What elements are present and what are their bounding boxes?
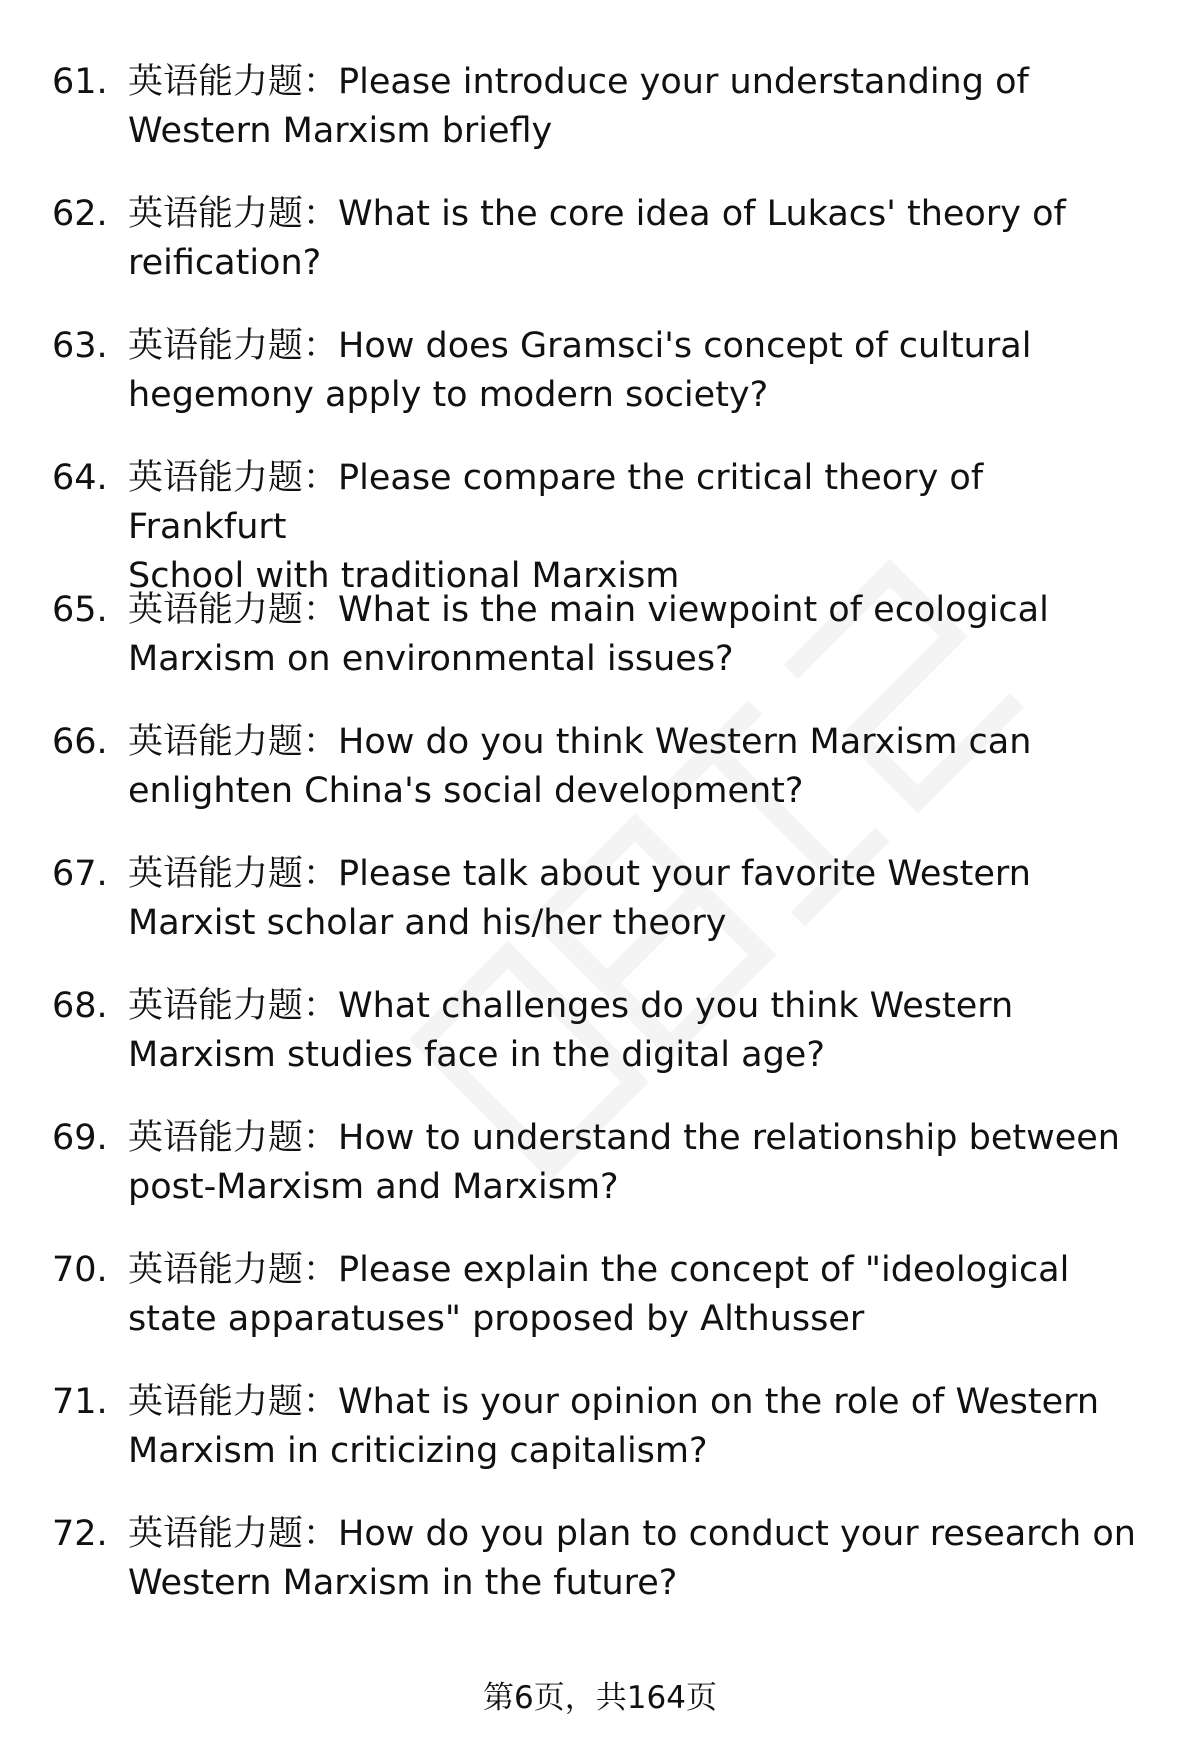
question-item	[0, 454, 1200, 596]
question-line-1: What is the main viewpoint of ecological	[338, 590, 1049, 630]
question-line-2: Marxist scholar and his/her theory	[128, 903, 727, 943]
question-item	[0, 718, 1200, 850]
question-text	[128, 850, 1148, 948]
question-line-2: Marxism studies face in the digital age?	[128, 1035, 825, 1075]
question-line-1: Please introduce your understanding of	[338, 62, 1029, 102]
question-text	[128, 1378, 1148, 1476]
question-line-1: How do you think Western Marxism can	[338, 722, 1032, 762]
question-category-label: 英语能力题：	[128, 722, 339, 762]
question-text	[128, 58, 1148, 156]
question-item	[0, 1378, 1200, 1510]
question-number: 68.	[52, 986, 108, 1026]
question-category-label: 英语能力题：	[128, 458, 339, 498]
question-category-label: 英语能力题：	[128, 1382, 339, 1422]
question-line-2: Western Marxism briefly	[128, 111, 553, 151]
question-item	[0, 1510, 1200, 1642]
question-item	[0, 850, 1200, 982]
question-line-1: How to understand the relationship between	[338, 1118, 1120, 1158]
question-number: 62.	[52, 194, 108, 234]
question-number: 71.	[52, 1382, 108, 1422]
question-text	[128, 982, 1148, 1080]
question-category-label: 英语能力题：	[128, 1250, 339, 1290]
page-footer: 第6页，共164页	[483, 1680, 717, 1716]
question-number: 67.	[52, 854, 108, 894]
question-number: 66.	[52, 722, 108, 762]
question-category-label: 英语能力题：	[128, 1118, 339, 1158]
question-category-label: 英语能力题：	[128, 590, 339, 630]
question-line-1: What is your opinion on the role of Western	[338, 1382, 1100, 1422]
question-text	[128, 454, 1148, 601]
question-category-label: 英语能力题：	[128, 62, 339, 102]
question-item	[0, 982, 1200, 1114]
question-number: 65.	[52, 590, 108, 630]
question-line-2: Western Marxism in the future?	[128, 1563, 678, 1603]
question-line-2: reification?	[128, 243, 322, 283]
question-number: 63.	[52, 326, 108, 366]
question-line-2: enlighten China's social development?	[128, 771, 804, 811]
question-text	[128, 718, 1148, 816]
question-category-label: 英语能力题：	[128, 326, 339, 366]
question-text	[128, 190, 1148, 288]
question-line-1: Please talk about your favorite Western	[338, 854, 1031, 894]
question-line-2: Marxism in criticizing capitalism?	[128, 1431, 708, 1471]
question-text	[128, 322, 1148, 420]
question-item	[0, 1114, 1200, 1246]
question-text	[128, 1114, 1148, 1212]
question-item	[0, 586, 1200, 718]
question-line-1: What challenges do you think Western	[338, 986, 1014, 1026]
question-category-label: 英语能力题：	[128, 1514, 339, 1554]
question-line-2: state apparatuses" proposed by Althusser	[128, 1299, 865, 1339]
question-text	[128, 1246, 1148, 1344]
question-item	[0, 1246, 1200, 1378]
question-category-label: 英语能力题：	[128, 854, 339, 894]
question-item	[0, 190, 1200, 322]
question-line-1: How does Gramsci's concept of cultural	[338, 326, 1032, 366]
question-item	[0, 322, 1200, 454]
question-line-2: School with traditional Marxism	[128, 556, 680, 596]
question-text	[128, 586, 1148, 684]
question-line-1: Please explain the concept of "ideological	[338, 1250, 1070, 1290]
question-list	[0, 58, 1200, 1642]
question-number: 69.	[52, 1118, 108, 1158]
question-number: 72.	[52, 1514, 108, 1554]
question-line-2: Marxism on environmental issues?	[128, 639, 734, 679]
question-item	[0, 58, 1200, 190]
question-number: 61.	[52, 62, 108, 102]
question-line-1: Please compare the critical theory of Frankfurt	[128, 458, 984, 547]
question-line-1: How do you plan to conduct your research on	[338, 1514, 1136, 1554]
question-text	[128, 1510, 1148, 1608]
question-category-label: 英语能力题：	[128, 986, 339, 1026]
question-line-2: post-Marxism and Marxism?	[128, 1167, 619, 1207]
question-line-2: hegemony apply to modern society?	[128, 375, 769, 415]
question-category-label: 英语能力题：	[128, 194, 339, 234]
question-number: 70.	[52, 1250, 108, 1290]
question-line-1: What is the core idea of Lukacs' theory of	[338, 194, 1066, 234]
question-number: 64.	[52, 458, 108, 498]
